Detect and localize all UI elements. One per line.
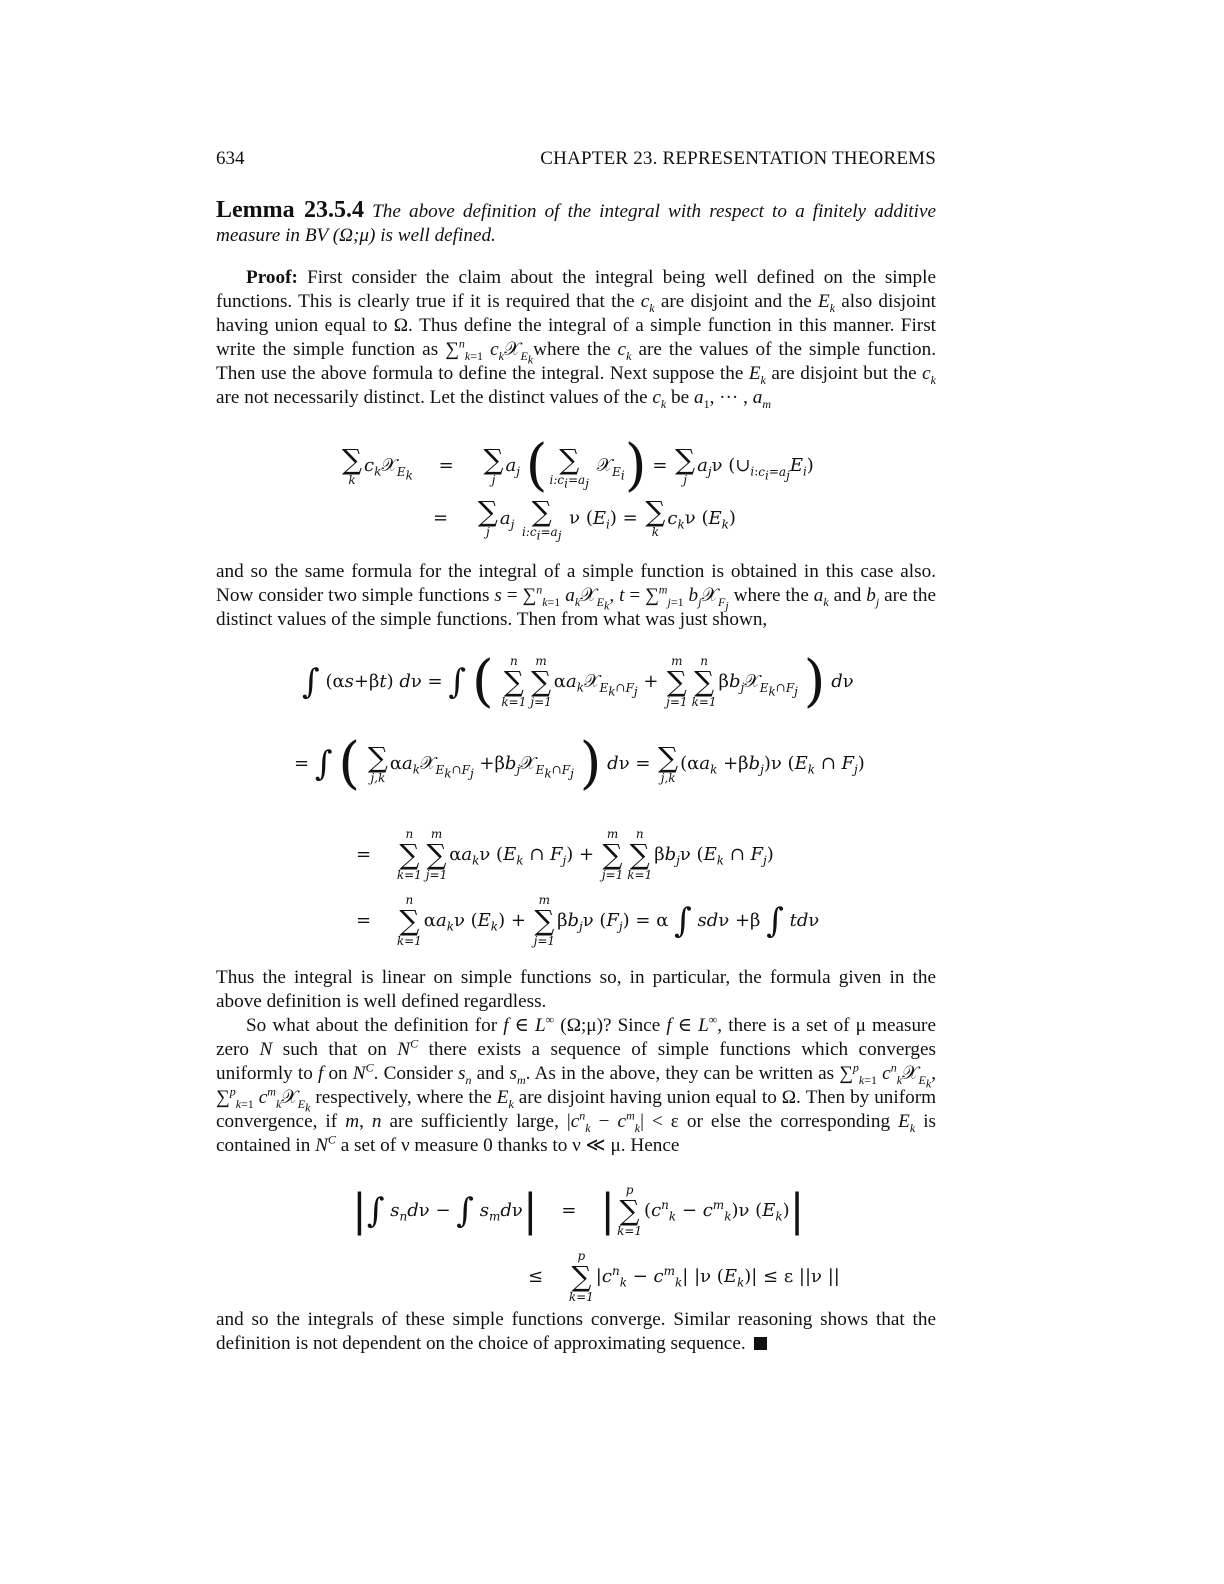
proof-conclusion-text: and so the integrals of these simple functions converge. Similar reasoning shows that the definition is not dependent on the choice of approximating sequence. [216, 1309, 936, 1354]
eq1-line-1: ∑ k $c_k𝒳_{E_k}$ = ∑ j $a_j$ ( ∑ $i:c_i=a_j$ 𝒳$_{E_i}$) = ∑ j $a_j\nu$ $(\cup_{i:c_i=a_j}E_i)$ [342, 433, 814, 498]
eq2-line-4: = n ∑ k=1 $\alpha a_k\nu$ $(E_k)$ + m ∑ j=1 $\beta b_j\nu$ $(F_j) = \alpha$ ∫ sdν +β ∫ tdν [356, 893, 820, 948]
qed-square-icon [754, 1337, 767, 1350]
proof-paragraph-2: and so the same formula for the integral of a simple function is obtained in this case also. Now consider two simple functions s = ∑$^n_{k=1}$ $a_k𝒳_{E_k}$, t = ∑$^m_{j=1}$ $b_j𝒳_{F_j}$ where the $a_k$ and $b_j$ are the distinct values of the simple functions. Then from what was just shown, [216, 561, 936, 630]
eq2-line-1: ∫ (αs+βt) dν = ∫ ( n ∑ k=1 m ∑ j=1 $\alpha a_k𝒳_{E_k\cap F_j}$ + m ∑ j=1 n ∑ k=1 $\beta b_j𝒳_{E_k\cap F_j}$ ) dν [302, 649, 854, 714]
proof-paragraph-4: So what about the definition for f ∈ L∞ (Ω;μ)? Since f ∈ L∞, there is a set of μ measure zero N such that on $N^C$ there exists a sequence of simple functions which converges uniformly to f on $N^C$. Consider $s_n$ and $s_m$. As in the above, they can be written as ∑$^p_{k=1}$ $c^n_k𝒳_{E_k}$, ∑$^p_{k=1}$ $c^m_k𝒳_{E_k}$ respectively, where the $E_k$ are disjoint having union equal to Ω. Then by uniform convergence, if m, n are sufficiently large, $|c^n_k - c^m_k| < \varepsilon$ or else the corresponding $E_k$ is contained in $N^C$ a set of ν measure 0 thanks to ν ≪ μ. Hence [216, 1012, 937, 1156]
eq3-line-2: ≤ p ∑ k=1 $|c^n_k - c^m_k|$ |ν $(E_k)| \le \varepsilon$ ||ν || [528, 1249, 840, 1304]
proof-paragraph-3: Thus the integral is linear on simple functions so, in particular, the formula given in the above definition is well defined regardless. [216, 967, 936, 1012]
proof-paragraph-5 [216, 1308, 936, 1356]
equation-3 [216, 1158, 936, 1308]
eq2-line-2: = ∫ ( ∑ j,k $\alpha a_k𝒳_{E_k\cap F_j}$ $+\beta b_j𝒳_{E_k\cap F_j}$ ) dν = ∑ j,k $(\alpha a_k +\beta b_j)\nu$ ($E_k$ ∩ $F_j$) [294, 731, 865, 796]
text-body [216, 198, 936, 1356]
eq2-line-3: = n ∑ k=1 m ∑ j=1 $\alpha a_k\nu$ ($E_k$ ∩ $F_j$) + m ∑ j=1 n ∑ k=1 $\beta b_j\nu$ ($E_k$ ∩ $F_j$) [356, 827, 774, 882]
chapter-title: CHAPTER 23. REPRESENTATION THEOREMS [540, 148, 936, 169]
eq3-line-1: |∫ $s_nd\nu$ − ∫ $s_md\nu|$ = | p ∑ k=1 $(c^n_k - c^m_k)\nu$ $(E_k)|$ [352, 1183, 805, 1238]
lemma-statement: The above definition of the integral with respect to a finitely additive measure in BV (Ω;μ) is well defined. [216, 201, 936, 246]
page-number: 634 [216, 148, 245, 169]
lemma-block [216, 198, 936, 248]
equation-2 [216, 632, 936, 966]
proof-paragraph-1: Proof: First consider the claim about the integral being well defined on the simple functions. This is clearly true if it is required that the $c_k$ are disjoint and the $E_k$ also disjoint having union equal to Ω. Thus define the integral of a simple function in this manner. First write the simple function as ∑$^n_{k=1}$ $c_k𝒳_{E_k}where$ the $c_k$ are the values of the simple function. Then use the above formula to define the integral. Next suppose the $E_k$ are disjoint but the $c_k$ are not necessarily distinct. Let the distinct values of the $c_k$ be $a_1$, ··· , $a_m$ [216, 267, 936, 411]
eq1-line-2: = ∑ j $a_j$ ∑ $i:c_i=a_j$ ν $(E_i)$ = ∑ k $c_k\nu$ $(E_k)$ [433, 495, 736, 543]
proof-label: Proof: [246, 267, 298, 288]
equation-1 [216, 410, 936, 560]
lemma-label: Lemma 23.5.4 [216, 197, 364, 223]
